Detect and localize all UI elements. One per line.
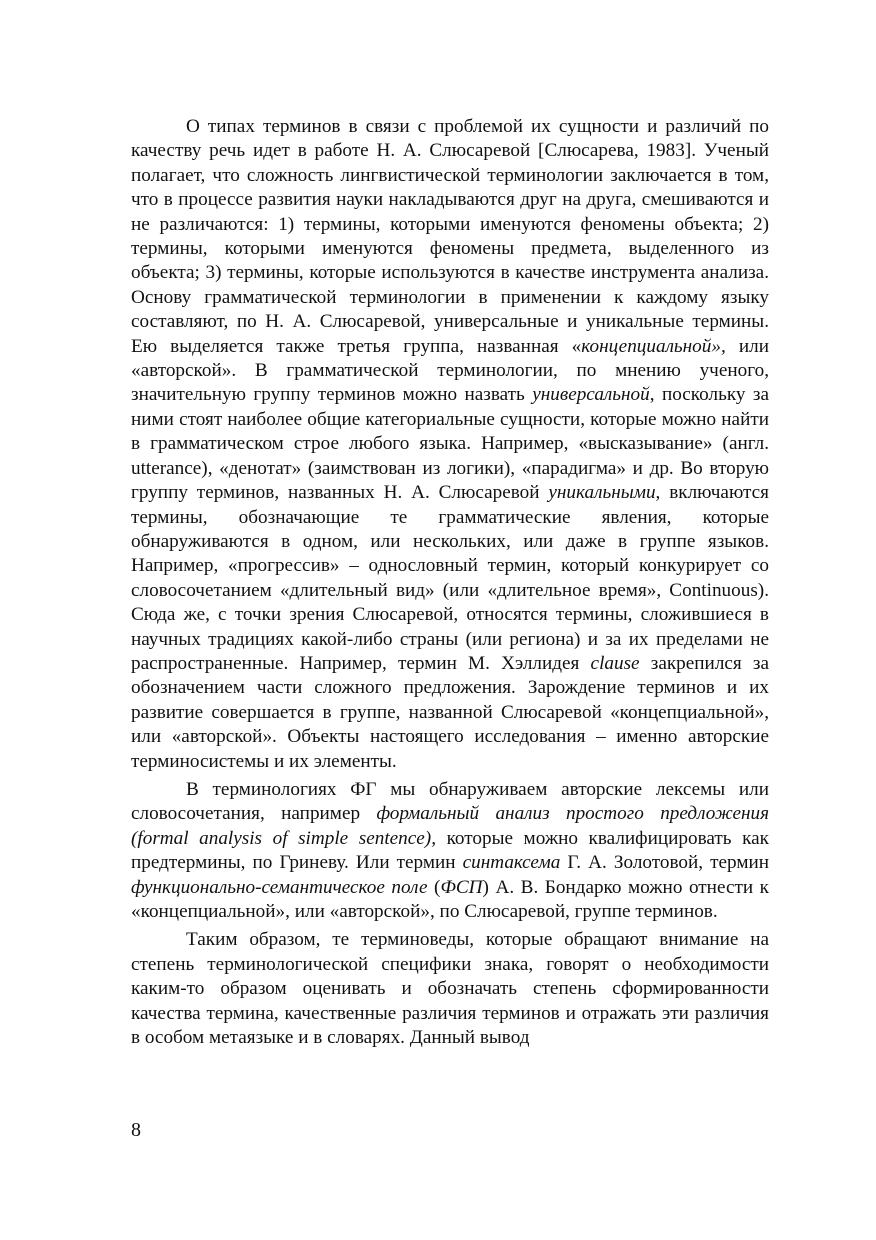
text-segment: , поскольку за ними стоят наиболее общие категориальные сущности, которые можно найти в грамматическом строе любого языка. Например, «высказывание» (англ. utterance), «денотат» (заимствован из логики), «парадигма» и др. Во вторую группу терминов, названных Н. А. Слюсаревой	[131, 384, 769, 504]
italic-segment: формальный анализ простого предложения (formal analysis of simple sentence),	[131, 803, 769, 849]
paragraph-3	[131, 928, 769, 1050]
italic-segment: универсальной	[532, 384, 650, 406]
italic-segment: clause	[590, 652, 640, 674]
text-segment: которые можно квалифицировать как предтермины, по Гриневу. Или термин	[131, 827, 769, 874]
text-segment: Г. А. Золотовой, термин	[560, 852, 769, 874]
paragraph-2	[131, 778, 769, 924]
italic-segment: концепциальной»,	[581, 335, 726, 357]
page-body	[131, 115, 769, 1050]
text-segment: О типах терминов в связи с проблемой их сущности и различий по качеству речь идет в работе Н. А. Слюсаревой [Слюсарева, 1983]. Ученый полагает, что сложность лингвистической терминологии заключается в том, что в процессе развития науки накладываются друг на друга, смешиваются и не различаются: 1) термины, которыми именуются феномены объекта; 2) термины, которыми именуются феномены предмета, выделенного из объекта; 3) термины, которые используются в качестве инструмента анализа. Основу грамматической терминологии в применении к каждому языку составляют, по Н. А. Слюсаревой, универсальные и уникальные термины. Ею выделяется также третья группа, названная «	[131, 116, 769, 357]
italic-segment: функционально-семантическое поле	[131, 876, 428, 898]
text-segment: или «авторской». В грамматической терминологии, по мнению ученого, значительную группу терминов можно назвать	[131, 335, 769, 406]
text-segment: , включаются термины, обозначающие те грамматические явления, которые обнаруживаются в одном, или нескольких, или даже в группе языков. Например, «прогрессив» – однословный термин, который конкурирует со словосочетанием «длительный вид» (или «длительное время», Continuous). Сюда же, с точки зрения Слюсаревой, относятся термины, сложившиеся в научных традициях какой-либо страны (или региона) и за их пределами не распространенные. Например, термин М. Хэллидея	[131, 482, 769, 674]
text-segment: (	[427, 876, 441, 898]
text-segment: В терминологиях ФГ мы обнаруживаем авторские лексемы или словосочетания, например	[131, 778, 769, 825]
italic-segment: ФСП	[440, 876, 483, 898]
italic-segment: синтаксема	[462, 852, 561, 874]
paragraph-1	[131, 115, 769, 774]
text-segment: ) А. В. Бондарко можно отнести к «концепциальной», или «авторской», по Слюсаревой, группе терминов.	[131, 876, 769, 922]
text-segment: закрепился за обозначением части сложного предложения. Зарождение терминов и их развитие совершается в группе, названной Слюсаревой «концепциальной», или «авторской». Объекты настоящего исследования – именно авторские терминосистемы и их элементы.	[131, 652, 770, 772]
page-number: 8	[131, 1119, 141, 1141]
italic-segment: уникальными	[548, 482, 656, 504]
text-segment: Таким образом, те терминоведы, которые обращают внимание на степень терминологической специфики знака, говорят о необходимости каким-то образом оценивать и обозначать степень сформированности качества термина, качественные различия терминов и отражать эти различия в особом метаязыке и в словарях. Данный вывод	[131, 929, 769, 1049]
